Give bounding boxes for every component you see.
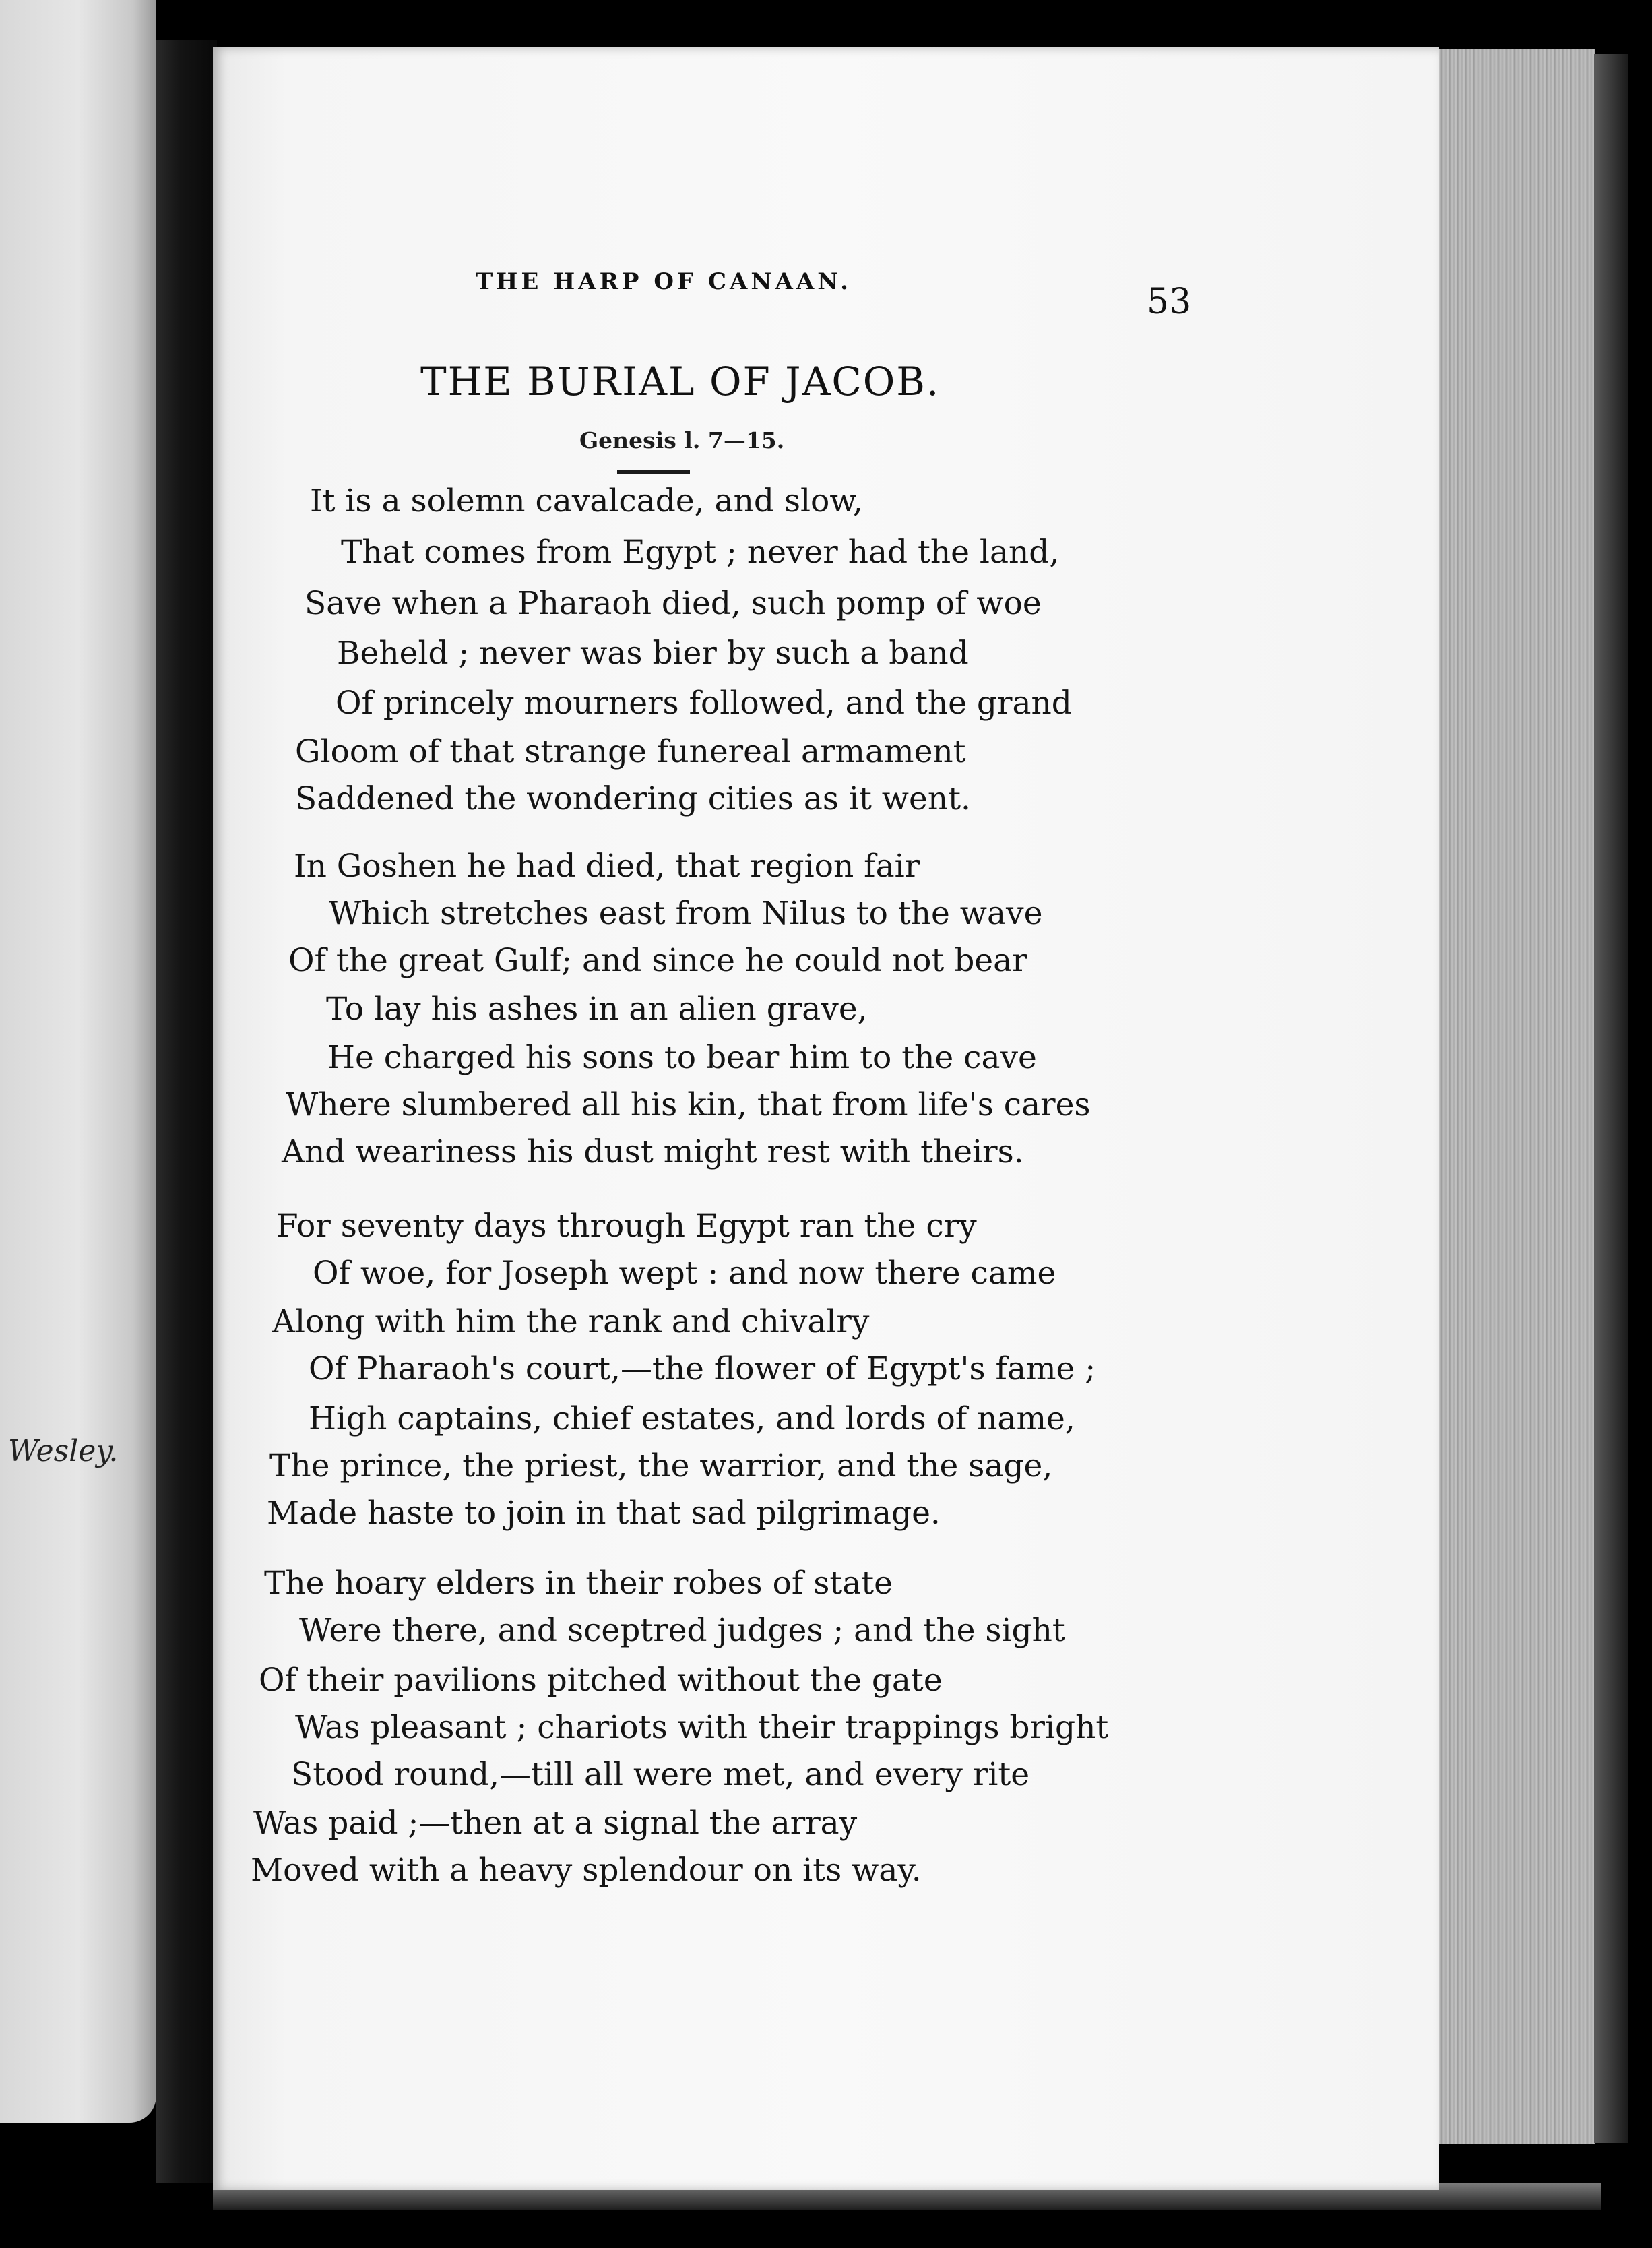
poem-line: He charged his sons to bear him to the cave <box>327 1039 1037 1076</box>
poem-line: Of princely mourners followed, and the grand <box>336 685 1072 722</box>
running-head: THE HARP OF CANAAN. <box>476 268 852 295</box>
poem-line: Beheld ; never was bier by such a band <box>337 635 969 672</box>
poem-line: To lay his ashes in an alien grave, <box>326 991 868 1028</box>
poem-line: Saddened the wondering cities as it went. <box>295 780 971 817</box>
poem-line: Was pleasant ; chariots with their trappings bright <box>295 1709 1109 1746</box>
poem-line: For seventy days through Egypt ran the cry <box>276 1208 977 1245</box>
page-number: 53 <box>1147 282 1192 322</box>
poem-line: Of their pavilions pitched without the gate <box>259 1662 943 1699</box>
poem-line: Of woe, for Joseph wept : and now there came <box>313 1255 1056 1292</box>
poem-line: Where slumbered all his kin, that from life's cares <box>286 1086 1091 1123</box>
poem-line: Along with him the rank and chivalry <box>272 1303 870 1340</box>
poem-line: The prince, the priest, the warrior, and the sage, <box>269 1447 1053 1485</box>
poem-line: Stood round,—till all were met, and every rite <box>291 1756 1030 1793</box>
poem-line: Moved with a heavy splendour on its way. <box>251 1852 922 1889</box>
poem-line: Made haste to join in that sad pilgrimage. <box>267 1495 941 1532</box>
poem-line: And weariness his dust might rest with theirs. <box>282 1133 1024 1170</box>
poem-line: High captains, chief estates, and lords of name, <box>309 1400 1075 1437</box>
poem-line: Was paid ;—then at a signal the array <box>253 1805 858 1842</box>
scripture-reference: Genesis l. 7—15. <box>579 427 785 454</box>
poem-line: Of Pharaoh's court,—the flower of Egypt's fame ; <box>309 1350 1096 1387</box>
poem-line: That comes from Egypt ; never had the land, <box>341 534 1060 571</box>
margin-note: Wesley. <box>8 1434 119 1468</box>
poem-line: In Goshen he had died, that region fair <box>294 848 920 885</box>
poem-line: The hoary elders in their robes of state <box>264 1565 893 1602</box>
poem-title: THE BURIAL OF JACOB. <box>420 358 941 404</box>
poem-line: Of the great Gulf; and since he could not bear <box>288 942 1027 979</box>
poem-line: It is a solemn cavalcade, and slow, <box>310 482 863 520</box>
poem-line: Were there, and sceptred judges ; and the sight <box>299 1612 1065 1649</box>
poem-line: Save when a Pharaoh died, such pomp of woe <box>305 585 1042 622</box>
poem-line: Which stretches east from Nilus to the wave <box>329 895 1043 932</box>
poem-line: Gloom of that strange funereal armament <box>295 733 966 770</box>
